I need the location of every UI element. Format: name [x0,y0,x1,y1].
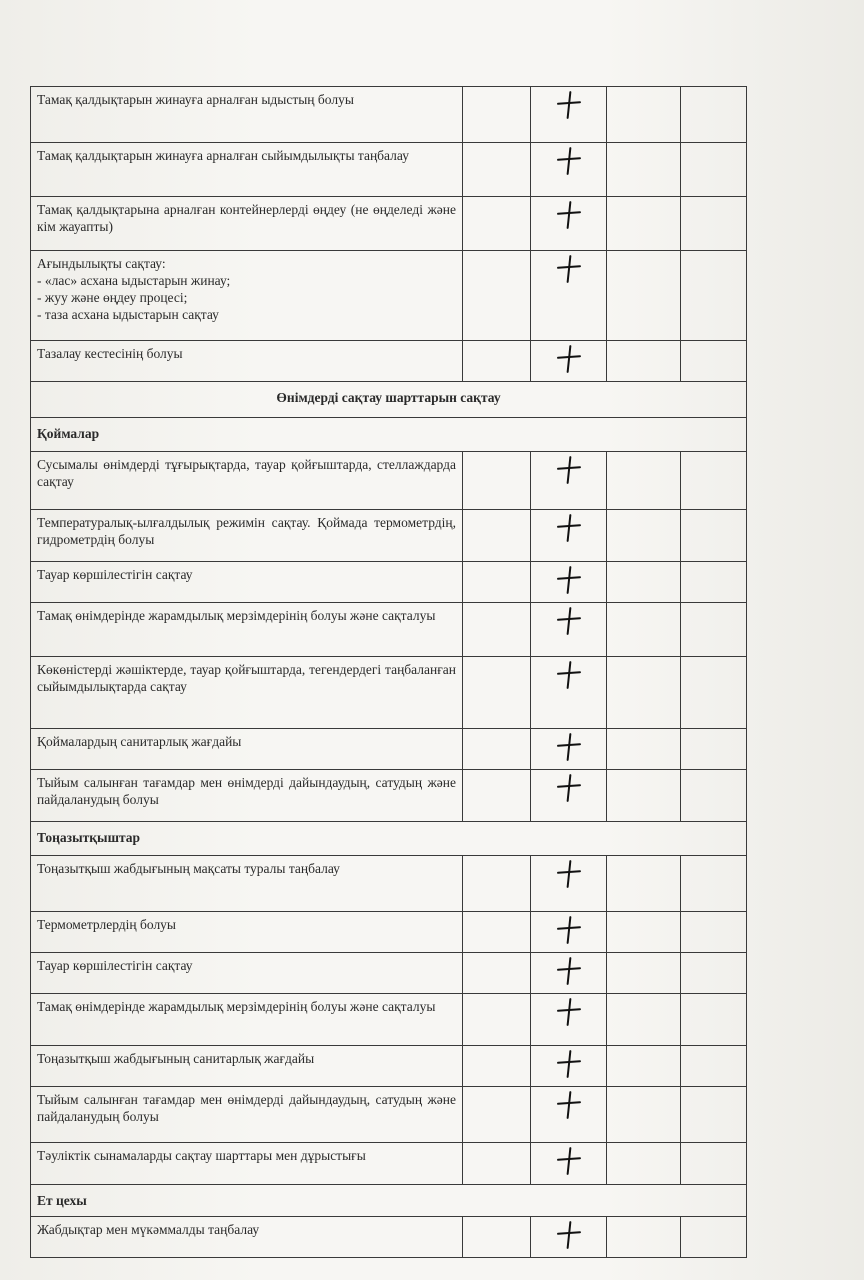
handwritten-cross-icon [556,957,582,985]
criterion-text [31,856,463,912]
compliance-mark-cell [531,729,607,770]
criterion-text [31,603,463,657]
empty-mark-cell [607,1143,681,1185]
checklist-row [31,562,747,603]
empty-mark-cell [607,1217,681,1258]
compliance-mark-cell [531,452,607,510]
compliance-mark-cell [531,912,607,953]
subsection-header-row [31,418,747,452]
compliance-mark-cell [531,770,607,822]
empty-mark-cell [681,856,747,912]
empty-mark-cell [681,770,747,822]
empty-mark-cell [463,197,531,251]
empty-mark-cell [463,562,531,603]
criterion-line: Жабдықтар мен мүкәммалды таңбалау [37,1222,260,1237]
empty-mark-cell [681,1046,747,1087]
empty-mark-cell [607,87,681,143]
handwritten-cross-icon [556,201,582,229]
criterion-text [31,341,463,382]
compliance-mark-cell [531,510,607,562]
empty-mark-cell [463,657,531,729]
empty-mark-cell [463,994,531,1046]
criterion-line: Тамақ қалдықтарына арналған контейнерлерді өңдеу (не өңделеді және кім жауапты) [37,202,456,234]
criterion-line: - таза асхана ыдыстарын сақтау [37,307,219,322]
empty-mark-cell [463,729,531,770]
checklist-row [31,603,747,657]
empty-mark-cell [607,603,681,657]
criterion-text [31,994,463,1046]
criterion-line: Тоңазытқыш жабдығының мақсаты туралы таңбалау [37,861,340,876]
empty-mark-cell [681,1143,747,1185]
subsection-title: Қоймалар [31,418,747,452]
checklist-row [31,770,747,822]
criterion-line: Тазалау кестесінің болуы [37,346,183,361]
empty-mark-cell [681,994,747,1046]
handwritten-cross-icon [556,860,582,888]
section-header-row [31,382,747,418]
section-title: Өнімдерді сақтау шарттарын сақтау [31,382,747,418]
empty-mark-cell [681,1217,747,1258]
handwritten-cross-icon [556,774,582,802]
criterion-line: Тәуліктік сынамаларды сақтау шарттары мен дұрыстығы [37,1148,366,1163]
criterion-text [31,251,463,341]
compliance-mark-cell [531,341,607,382]
compliance-mark-cell [531,251,607,341]
empty-mark-cell [463,953,531,994]
empty-mark-cell [463,1046,531,1087]
checklist-row [31,856,747,912]
compliance-mark-cell [531,1046,607,1087]
empty-mark-cell [681,953,747,994]
handwritten-cross-icon [556,607,582,635]
empty-mark-cell [607,1087,681,1143]
checklist-row [31,994,747,1046]
criterion-text [31,1087,463,1143]
compliance-mark-cell [531,856,607,912]
empty-mark-cell [607,341,681,382]
empty-mark-cell [681,251,747,341]
handwritten-cross-icon [556,1147,582,1175]
criterion-line: Тамақ өнімдерінде жарамдылық мерзімдерінің болуы және сақталуы [37,999,436,1014]
empty-mark-cell [607,912,681,953]
handwritten-cross-icon [556,566,582,594]
handwritten-cross-icon [556,1221,582,1249]
empty-mark-cell [607,452,681,510]
empty-mark-cell [681,197,747,251]
handwritten-cross-icon [556,1091,582,1119]
criterion-line: Температуралық-ылғалдылық режимін сақтау. Қоймада термометрдің, гидрометрдің болуы [37,515,456,547]
handwritten-cross-icon [556,91,582,119]
criterion-text [31,1143,463,1185]
checklist-row [31,251,747,341]
empty-mark-cell [607,994,681,1046]
compliance-mark-cell [531,197,607,251]
empty-mark-cell [681,562,747,603]
criterion-line: Тамақ өнімдерінде жарамдылық мерзімдерінің болуы және сақталуы [37,608,436,623]
handwritten-cross-icon [556,916,582,944]
empty-mark-cell [607,143,681,197]
empty-mark-cell [463,143,531,197]
empty-mark-cell [681,341,747,382]
empty-mark-cell [463,452,531,510]
compliance-mark-cell [531,562,607,603]
criterion-text [31,143,463,197]
empty-mark-cell [463,87,531,143]
empty-mark-cell [607,770,681,822]
compliance-mark-cell [531,994,607,1046]
checklist-row [31,510,747,562]
checklist-row [31,1087,747,1143]
criterion-line: Термометрлердің болуы [37,917,176,932]
subsection-header-row [31,822,747,856]
empty-mark-cell [681,1087,747,1143]
empty-mark-cell [463,251,531,341]
compliance-mark-cell [531,657,607,729]
empty-mark-cell [681,510,747,562]
compliance-mark-cell [531,1087,607,1143]
empty-mark-cell [463,856,531,912]
empty-mark-cell [607,251,681,341]
handwritten-cross-icon [556,147,582,175]
checklist-row [31,953,747,994]
handwritten-cross-icon [556,733,582,761]
criterion-text [31,1217,463,1258]
compliance-mark-cell [531,603,607,657]
criterion-text [31,562,463,603]
empty-mark-cell [607,953,681,994]
empty-mark-cell [607,510,681,562]
compliance-mark-cell [531,87,607,143]
handwritten-cross-icon [556,255,582,283]
criterion-text [31,770,463,822]
handwritten-cross-icon [556,998,582,1026]
checklist-row [31,197,747,251]
checklist-row [31,452,747,510]
checklist-row [31,1217,747,1258]
criterion-line: Тауар көршілестігін сақтау [37,958,193,973]
criterion-line: Тамақ қалдықтарын жинауға арналған сыйымдылықты таңбалау [37,148,409,163]
empty-mark-cell [463,510,531,562]
compliance-mark-cell [531,143,607,197]
checklist-row [31,87,747,143]
empty-mark-cell [463,1087,531,1143]
empty-mark-cell [607,856,681,912]
criterion-text [31,729,463,770]
empty-mark-cell [463,603,531,657]
criterion-line: Тыйым салынған тағамдар мен өнімдерді дайындаудың, сатудың және пайдаланудың болуы [37,1092,456,1124]
criterion-text [31,87,463,143]
empty-mark-cell [463,1143,531,1185]
empty-mark-cell [681,87,747,143]
checklist-row [31,657,747,729]
checklist-row [31,1046,747,1087]
handwritten-cross-icon [556,661,582,689]
checklist-row [31,1143,747,1185]
compliance-mark-cell [531,1217,607,1258]
empty-mark-cell [607,729,681,770]
criterion-line: Тоңазытқыш жабдығының санитарлық жағдайы [37,1051,315,1066]
handwritten-cross-icon [556,456,582,484]
empty-mark-cell [607,657,681,729]
criterion-text [31,510,463,562]
criterion-text [31,953,463,994]
handwritten-cross-icon [556,514,582,542]
inspection-checklist-table [30,86,747,1258]
subsection-title: Ет цехы [31,1185,747,1217]
criterion-line: Ағындылықты сақтау: [37,256,166,271]
handwritten-cross-icon [556,1050,582,1078]
empty-mark-cell [463,770,531,822]
criterion-line: Сусымалы өнімдерді тұғырықтарда, тауар қойғыштарда, стеллаждарда сақтау [37,457,456,489]
subsection-header-row [31,1185,747,1217]
criterion-text [31,1046,463,1087]
criterion-text [31,197,463,251]
checklist-row [31,143,747,197]
empty-mark-cell [607,197,681,251]
criterion-line: Тамақ қалдықтарын жинауға арналған ыдыстың болуы [37,92,354,107]
criterion-text [31,912,463,953]
checklist-row [31,341,747,382]
subsection-title: Тоңазытқыштар [31,822,747,856]
empty-mark-cell [681,657,747,729]
empty-mark-cell [607,562,681,603]
checklist-row [31,729,747,770]
empty-mark-cell [681,912,747,953]
empty-mark-cell [681,143,747,197]
criterion-line: Тауар көршілестігін сақтау [37,567,193,582]
compliance-mark-cell [531,953,607,994]
criterion-line: Көкөністерді жәшіктерде, тауар қойғыштарда, тегендердегі таңбаланған сыйымдылықтарда сақтау [37,662,456,694]
empty-mark-cell [681,729,747,770]
empty-mark-cell [463,1217,531,1258]
checklist-row [31,912,747,953]
compliance-mark-cell [531,1143,607,1185]
criterion-text [31,452,463,510]
empty-mark-cell [681,452,747,510]
criterion-line: - жуу және өңдеу процесі; [37,290,188,305]
criterion-line: - «лас» асхана ыдыстарын жинау; [37,273,231,288]
empty-mark-cell [463,912,531,953]
handwritten-cross-icon [556,345,582,373]
criterion-text [31,657,463,729]
empty-mark-cell [681,603,747,657]
empty-mark-cell [607,1046,681,1087]
criterion-line: Қоймалардың санитарлық жағдайы [37,734,242,749]
criterion-line: Тыйым салынған тағамдар мен өнімдерді дайындаудың, сатудың және пайдаланудың болуы [37,775,456,807]
empty-mark-cell [463,341,531,382]
